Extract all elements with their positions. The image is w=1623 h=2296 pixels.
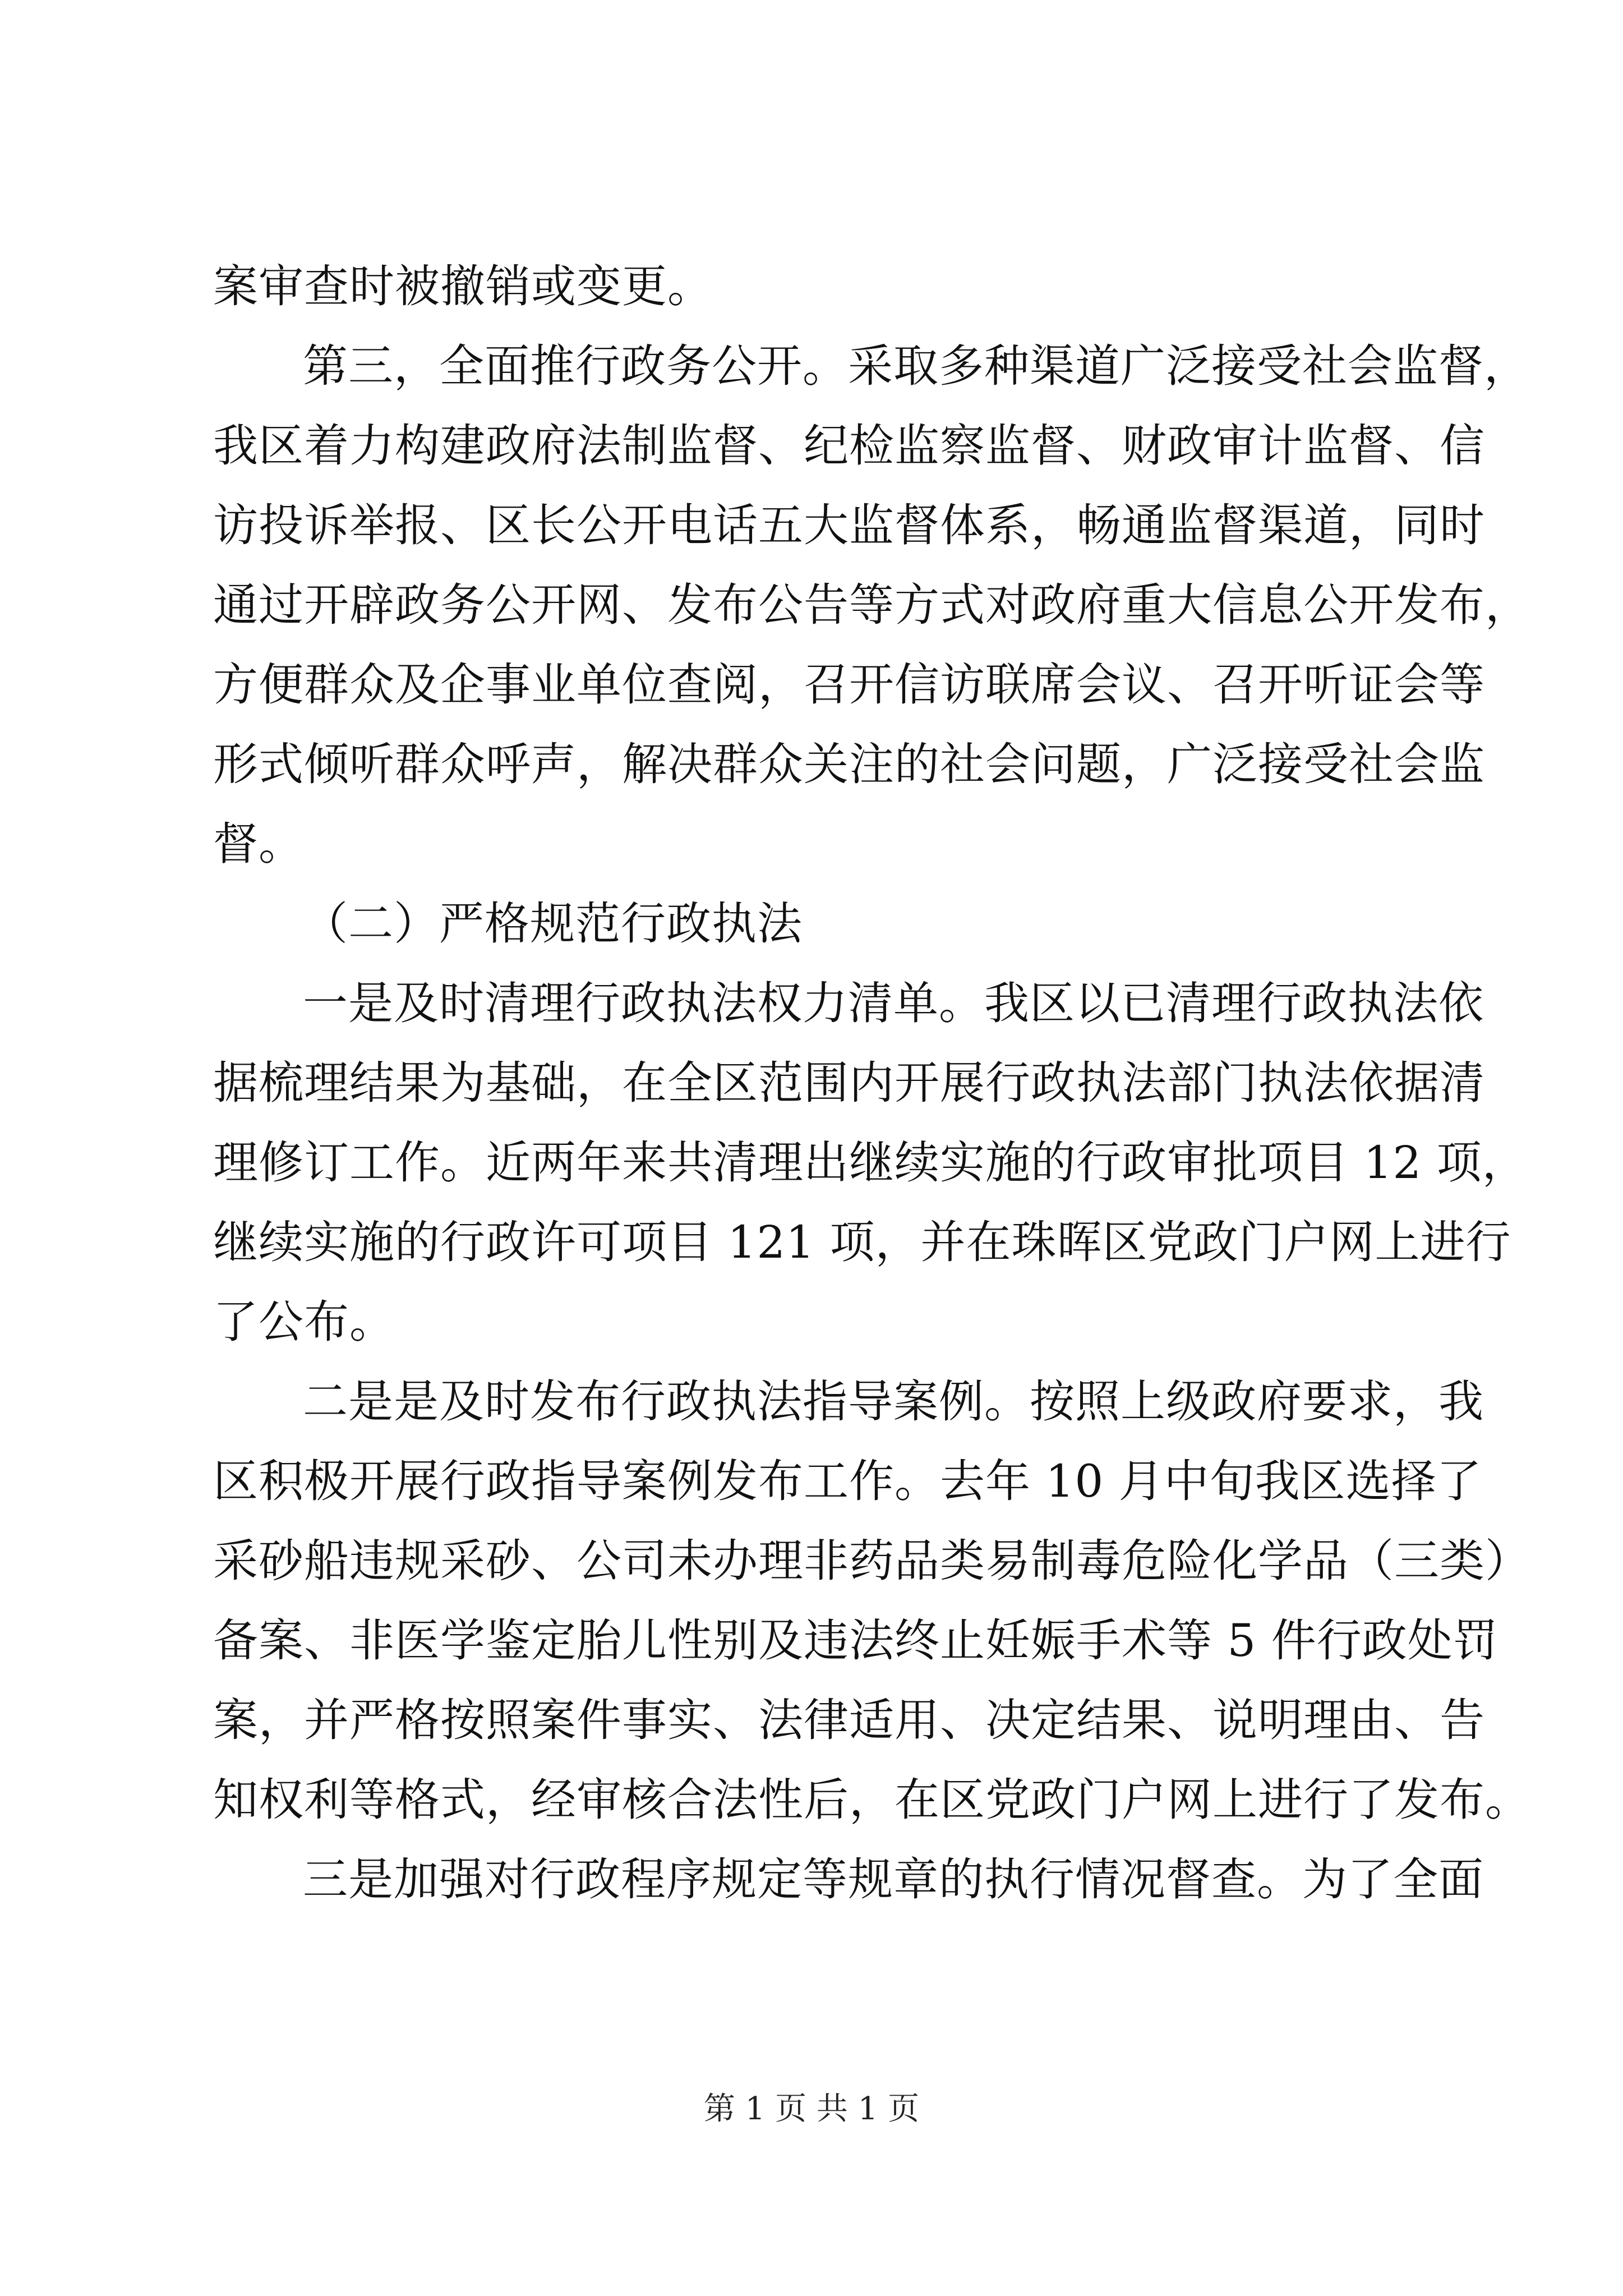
text-line: 形式倾听群众呼声，解决群众关注的社会问题，广泛接受社会监 (213, 738, 1485, 790)
text-line: 我区着力构建政府法制监督、纪检监察监督、财政审计监督、信 (213, 420, 1485, 472)
text-line: 督。 (213, 818, 304, 870)
text-line: 区积极开展行政指导案例发布工作。去年 10 月中旬我区选择了 (213, 1455, 1482, 1507)
text-line: 案，并严格按照案件事实、法律适用、决定结果、说明理由、告 (213, 1694, 1485, 1746)
page-footer: 第 1 页 共 1 页 (703, 2091, 920, 2127)
text-line: 方便群众及企事业单位查阅，召开信访联席会议、召开听证会等 (213, 659, 1485, 711)
text-line: 据梳理结果为基础，在全区范围内开展行政执法部门执法依据清 (213, 1057, 1485, 1109)
text-line: 二是是及时发布行政执法指导案例。按照上级政府要求，我 (303, 1375, 1484, 1428)
text-line: 案审查时被撤销或变更。 (213, 260, 713, 312)
section-heading: （二）严格规范行政执法 (303, 898, 803, 950)
text-line: 了公布。 (213, 1296, 395, 1348)
text-line: 三是加强对行政程序规定等规章的执行情况督查。为了全面 (303, 1853, 1484, 1906)
text-line: 继续实施的行政许可项目 121 项，并在珠晖区党政门户网上进行 (213, 1216, 1511, 1268)
text-line: 理修订工作。近两年来共清理出继续实施的行政审批项目 12 项， (213, 1137, 1528, 1189)
document-body (213, 247, 1530, 1920)
text-line: 采砂船违规采砂、公司未办理非药品类易制毒危险化学品（三类） (213, 1535, 1530, 1587)
text-line: 知权利等格式，经审核合法性后，在区党政门户网上进行了发布。 (213, 1774, 1530, 1826)
text-line: 访投诉举报、区长公开电话五大监督体系，畅通监督渠道，同时 (213, 499, 1485, 551)
text-line: 一是及时清理行政执法权力清单。我区以已清理行政执法依 (303, 977, 1484, 1029)
text-line: 第三，全面推行政务公开。采取多种渠道广泛接受社会监督， (303, 340, 1529, 392)
text-line: 通过开辟政务公开网、发布公告等方式对政府重大信息公开发布， (213, 579, 1530, 631)
text-line: 备案、非医学鉴定胎儿性别及违法终止妊娠手术等 5 件行政处罚 (213, 1614, 1498, 1667)
